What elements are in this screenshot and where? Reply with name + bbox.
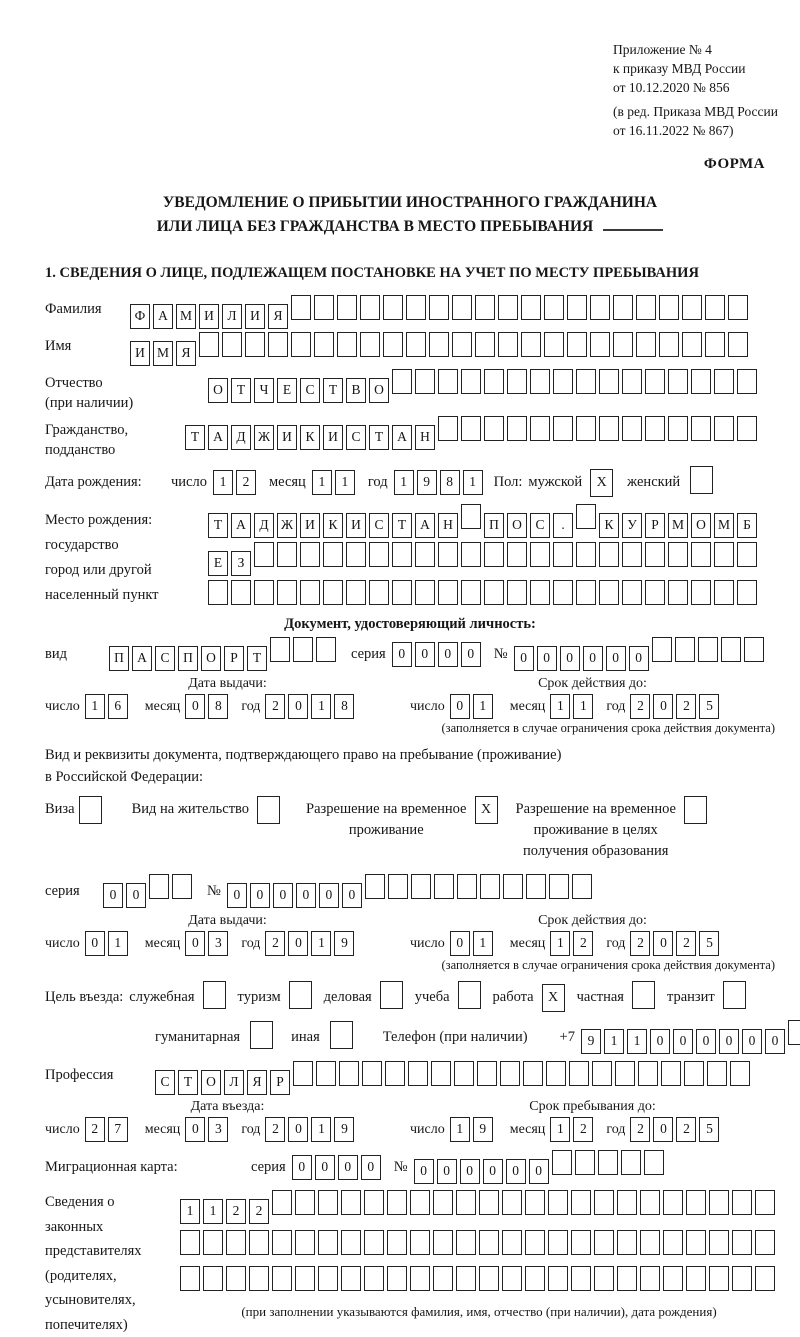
permit-valid-day: 0 1 xyxy=(450,931,496,956)
phone-prefix: +7 xyxy=(559,1028,575,1045)
residence-doc-options xyxy=(45,796,775,862)
stay-until-heading: Срок пребывания до: xyxy=(529,1099,656,1114)
representatives-note: (при заполнении указываются фамилия, имя, отчество (при наличии), дата рождения) xyxy=(241,1304,717,1319)
purpose-study-checkbox xyxy=(458,981,481,1014)
phone-cells: 9 1 1 0 0 0 0 0 0 xyxy=(581,1020,800,1054)
birth-place-label: Место рождения: государство город или другой населенный пункт xyxy=(45,512,159,603)
appendix-line: от 10.12.2020 № 856 xyxy=(613,80,730,95)
option-temp-residence: Разрешение на временное проживание X xyxy=(306,796,497,841)
purpose-business-checkbox xyxy=(380,981,403,1014)
patronymic-label: Отчество (при наличии) xyxy=(45,375,134,411)
section1-heading: 1. СВЕДЕНИЯ О ЛИЦЕ, ПОДЛЕЖАЩЕМ ПОСТАНОВКЕ НА УЧЕТ ПО МЕСТУ ПРЕБЫВАНИЯ xyxy=(45,265,699,281)
birth-place-row1: Т А Д Ж И К И С Т А Н П О С . К У Р М О М Б xyxy=(208,504,760,538)
month-label: месяц xyxy=(268,474,306,490)
citizenship-row xyxy=(45,416,775,460)
given-name-cells: И М Я xyxy=(130,332,751,366)
permit-valid-heading: Срок действия до: xyxy=(538,913,647,928)
profession-cells: С Т О Л Я Р xyxy=(155,1061,753,1095)
residence-doc-intro: Вид и реквизиты документа, подтверждающего право на пребывание (проживание) в Российской Федерации: xyxy=(45,747,562,785)
permit-issue-heading: Дата выдачи: xyxy=(188,913,267,928)
permit-series-label: серия xyxy=(45,882,80,899)
sex-male-label: мужской xyxy=(528,474,583,490)
visit-purpose-row1: Цель въезда: служебная туризм деловая учеба работа X частная транзит xyxy=(45,981,775,1014)
form-title-line1: УВЕДОМЛЕНИЕ О ПРИБЫТИИ ИНОСТРАННОГО ГРАЖДАНИНА xyxy=(162,194,658,211)
entry-year: 2 0 1 9 xyxy=(265,1117,357,1142)
purpose-label: Цель въезда: xyxy=(45,989,124,1005)
surname-cells: Ф А М И Л И Я xyxy=(130,295,751,329)
birth-place-cells xyxy=(208,504,760,610)
birth-place-row2: Е З xyxy=(208,542,760,576)
entry-month: 0 3 xyxy=(185,1117,231,1142)
doc-issue-year: 2 0 1 8 xyxy=(265,694,357,719)
doc-valid-month: 1 1 xyxy=(550,694,596,719)
doc-issue-day: 1 6 xyxy=(85,694,131,719)
visit-purpose-row2: гуманитарная иная Телефон (при наличии) +7 9 1 1 0 0 0 0 0 0 xyxy=(155,1020,775,1054)
residence-doc-series-row xyxy=(45,874,775,908)
permit-series-cells: 0 0 xyxy=(103,874,195,908)
given-name-label: Имя xyxy=(45,338,72,354)
residence-permit-checkbox xyxy=(257,796,280,829)
doc-validity-note: (заполняется в случае ограничения срока действия документа) xyxy=(441,721,775,735)
migration-series-cells: 0 0 0 0 xyxy=(292,1155,384,1180)
doc-series-cells: 0 0 0 0 xyxy=(392,642,484,667)
option-residence-permit: Вид на жительство xyxy=(132,796,280,829)
doc-issue-month: 0 8 xyxy=(185,694,231,719)
stay-month: 1 2 xyxy=(550,1117,596,1142)
doc-issue-heading: Дата выдачи: xyxy=(188,676,267,691)
entry-stay-dates: Дата въезда: число 2 7 месяц 0 3 год 2 0 1 9 Срок пребывания до: число 1 9 месяц 1 2 год 2 0 2 5 xyxy=(45,1099,775,1142)
purpose-other-checkbox xyxy=(330,1021,353,1054)
identity-doc-dates: Дата выдачи: число 1 6 месяц 0 8 год 2 0 1 8 Срок действия до: число 0 1 месяц 1 1 год 2 0 2 5 xyxy=(45,676,775,719)
migration-number-cells: 0 0 0 0 0 0 xyxy=(414,1150,667,1184)
migration-number-label: № xyxy=(393,1158,408,1175)
residence-doc-dates: Дата выдачи: число 0 1 месяц 0 3 год 2 0 1 9 Срок действия до: число 0 1 месяц 1 2 год 2 0 2 5 xyxy=(45,913,775,956)
visa-checkbox xyxy=(79,796,102,829)
revision-line: (в ред. Приказа МВД России xyxy=(613,104,778,119)
birth-date-row xyxy=(45,466,775,499)
phone-label: Телефон (при наличии) xyxy=(382,1028,528,1045)
permit-issue-month: 0 3 xyxy=(185,931,231,956)
appendix-header xyxy=(613,40,778,140)
representatives-row2 xyxy=(180,1230,778,1260)
entry-day: 2 7 xyxy=(85,1117,131,1142)
year-label: год xyxy=(367,474,388,490)
temp-residence-checkbox: X xyxy=(475,796,498,824)
birth-month-cells: 1 1 xyxy=(312,470,358,495)
purpose-humanitarian-checkbox xyxy=(250,1021,273,1054)
form-label: ФОРМА xyxy=(703,156,765,172)
migration-series-label: серия xyxy=(251,1158,286,1175)
permit-valid-month: 1 2 xyxy=(550,931,596,956)
doc-type-label: вид xyxy=(45,645,67,662)
doc-valid-heading: Срок действия до: xyxy=(538,676,647,691)
permit-issue-day: 0 1 xyxy=(85,931,131,956)
temp-residence-edu-checkbox xyxy=(684,796,707,829)
sex-female-label: женский xyxy=(627,474,681,490)
option-temp-residence-edu: Разрешение на временное проживание в целях получения образования xyxy=(516,796,707,862)
doc-valid-year: 2 0 2 5 xyxy=(630,694,722,719)
patronymic-row xyxy=(45,369,775,413)
patronymic-cells: О Т Ч Е С Т В О xyxy=(208,369,760,403)
purpose-private-checkbox xyxy=(632,981,655,1014)
doc-type-cells: П А С П О Р Т xyxy=(109,637,339,671)
migration-card-row xyxy=(45,1150,775,1184)
permit-number-cells: 0 0 0 0 0 0 xyxy=(227,874,595,908)
purpose-tourism-checkbox xyxy=(289,981,312,1014)
profession-row xyxy=(45,1061,775,1095)
permit-valid-year: 2 0 2 5 xyxy=(630,931,722,956)
sex-male-checkbox: X xyxy=(590,469,613,497)
purpose-work-checkbox: X xyxy=(542,984,565,1012)
birth-year-cells: 1 9 8 1 xyxy=(394,470,486,495)
appendix-line: к приказу МВД России xyxy=(613,61,746,76)
representatives-row3 xyxy=(180,1266,778,1296)
citizenship-cells: Т А Д Ж И К И С Т А Н xyxy=(185,416,760,450)
form-title xyxy=(45,191,775,239)
option-visa: Виза xyxy=(45,796,102,829)
stay-year: 2 0 2 5 xyxy=(630,1117,722,1142)
birth-place-row3 xyxy=(208,580,760,610)
profession-label: Профессия xyxy=(45,1067,114,1083)
doc-number-label: № xyxy=(493,645,508,662)
birth-date-label: Дата рождения: xyxy=(45,474,142,490)
surname-label: Фамилия xyxy=(45,301,102,317)
purpose-official-checkbox xyxy=(203,981,226,1014)
surname-row xyxy=(45,295,775,329)
identity-doc-row xyxy=(45,637,775,671)
form-title-line2: ИЛИ ЛИЦА БЕЗ ГРАЖДАНСТВА В МЕСТО ПРЕБЫВАНИЯ xyxy=(156,218,594,235)
sex-label: Пол: xyxy=(493,474,523,490)
purpose-transit-checkbox xyxy=(723,981,746,1014)
entry-date-heading: Дата въезда: xyxy=(190,1099,265,1114)
representatives-label: Сведения о законных представителях (родителях, усыновителях, попечителях) xyxy=(45,1194,142,1333)
permit-issue-year: 2 0 1 9 xyxy=(265,931,357,956)
identity-doc-heading: Документ, удостоверяющий личность: xyxy=(284,616,536,632)
citizenship-label: Гражданство, подданство xyxy=(45,422,129,458)
doc-valid-day: 0 1 xyxy=(450,694,496,719)
doc-series-label: серия xyxy=(351,645,386,662)
birth-place-block xyxy=(45,504,775,610)
appendix-line: Приложение № 4 xyxy=(613,42,712,57)
representatives-cells xyxy=(180,1190,778,1337)
revision-line: от 16.11.2022 № 867) xyxy=(613,123,734,138)
doc-number-cells: 0 0 0 0 0 0 xyxy=(514,637,767,671)
permit-number-label: № xyxy=(207,882,221,899)
sex-female-checkbox xyxy=(690,466,713,499)
given-name-row xyxy=(45,332,775,366)
representatives-block xyxy=(45,1190,775,1337)
birth-day-cells: 1 2 xyxy=(213,470,259,495)
representatives-row1: 1 1 2 2 xyxy=(180,1190,778,1224)
stay-day: 1 9 xyxy=(450,1117,496,1142)
title-blank-line xyxy=(603,229,663,231)
day-label: число xyxy=(171,474,207,490)
migration-card-label: Миграционная карта: xyxy=(45,1158,178,1175)
permit-validity-note: (заполняется в случае ограничения срока действия документа) xyxy=(441,958,775,972)
